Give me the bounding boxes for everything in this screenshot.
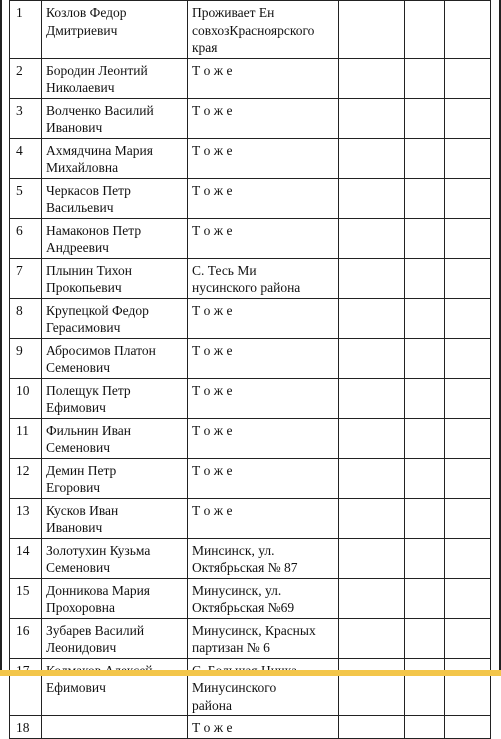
empty-cell xyxy=(445,658,491,716)
empty-cell xyxy=(445,298,491,338)
empty-cell xyxy=(445,138,491,178)
empty-cell xyxy=(445,498,491,538)
empty-cell xyxy=(445,418,491,458)
empty-cell xyxy=(339,58,405,98)
row-number-cell: 8 xyxy=(10,298,42,338)
address-cell: Т о ж е xyxy=(188,178,339,218)
empty-cell xyxy=(405,338,445,378)
empty-cell xyxy=(405,58,445,98)
table-row xyxy=(10,138,491,178)
empty-cell xyxy=(445,378,491,418)
empty-cell xyxy=(339,258,405,298)
person-name-cell: Ефимович xyxy=(42,658,188,716)
empty-cell xyxy=(445,578,491,618)
person-name-cell: Золотухин Кузьма Семенович xyxy=(42,538,188,578)
empty-cell xyxy=(339,1,405,59)
bottom-accent-bar xyxy=(0,670,501,676)
address-cell: Т о ж е xyxy=(188,58,339,98)
table-row xyxy=(10,498,491,538)
empty-cell xyxy=(445,58,491,98)
empty-cell xyxy=(405,138,445,178)
person-name-cell: Зубарев Василий Леонидович xyxy=(42,618,188,658)
table-row xyxy=(10,58,491,98)
person-name-cell: Черкасов Петр Васильевич xyxy=(42,178,188,218)
empty-cell xyxy=(405,418,445,458)
empty-cell xyxy=(339,658,405,716)
address-cell: Минусинск, Красных партизан № 6 xyxy=(188,618,339,658)
empty-cell xyxy=(445,1,491,59)
table-row xyxy=(10,458,491,498)
row-number-cell: 12 xyxy=(10,458,42,498)
empty-cell xyxy=(445,98,491,138)
table-row xyxy=(10,378,491,418)
table-row xyxy=(10,338,491,378)
table-row xyxy=(10,716,491,739)
empty-cell xyxy=(339,298,405,338)
empty-cell xyxy=(405,716,445,739)
table-row xyxy=(10,178,491,218)
empty-cell xyxy=(405,98,445,138)
person-name-cell: Плынин Тихон Прокопьевич xyxy=(42,258,188,298)
table-row xyxy=(10,98,491,138)
empty-cell xyxy=(339,218,405,258)
row-number-cell: 15 xyxy=(10,578,42,618)
empty-cell xyxy=(405,578,445,618)
person-name-cell xyxy=(42,716,188,739)
empty-cell xyxy=(405,618,445,658)
empty-cell xyxy=(405,218,445,258)
row-number-cell: 16 xyxy=(10,618,42,658)
people-table xyxy=(9,0,491,739)
empty-cell xyxy=(405,458,445,498)
table-row xyxy=(10,578,491,618)
row-number-cell: 2 xyxy=(10,58,42,98)
row-number-cell: 7 xyxy=(10,258,42,298)
empty-cell xyxy=(445,178,491,218)
empty-cell xyxy=(339,716,405,739)
empty-cell xyxy=(339,178,405,218)
address-cell: Т о ж е xyxy=(188,378,339,418)
row-number-cell: 11 xyxy=(10,418,42,458)
address-cell: Т о ж е xyxy=(188,458,339,498)
empty-cell xyxy=(339,498,405,538)
table-row xyxy=(10,218,491,258)
empty-cell xyxy=(445,618,491,658)
address-cell: Т о ж е xyxy=(188,298,339,338)
person-name-cell: Бородин Леонтий Николаевич xyxy=(42,58,188,98)
person-name-cell: Донникова Мария Прохоровна xyxy=(42,578,188,618)
empty-cell xyxy=(339,338,405,378)
address-cell: Минусинск, ул. Октябрьская №69 xyxy=(188,578,339,618)
address-cell: Проживает Ен совхозКрасноярского края xyxy=(188,1,339,59)
person-name-cell: Крупецкой Федор Герасимович xyxy=(42,298,188,338)
address-cell: Минусинского района xyxy=(188,658,339,716)
empty-cell xyxy=(445,218,491,258)
row-number-cell: 14 xyxy=(10,538,42,578)
row-number-cell: 3 xyxy=(10,98,42,138)
row-number-cell: 18 xyxy=(10,716,42,739)
address-cell: Т о ж е xyxy=(188,98,339,138)
person-name-cell: Фильнин Иван Семенович xyxy=(42,418,188,458)
address-cell: С. Тесь Ми нусинского района xyxy=(188,258,339,298)
table-row xyxy=(10,418,491,458)
empty-cell xyxy=(445,258,491,298)
empty-cell xyxy=(339,98,405,138)
page-left-border xyxy=(0,0,2,676)
empty-cell xyxy=(445,716,491,739)
person-name-cell: Ахмядчина Мария Михайловна xyxy=(42,138,188,178)
address-cell: Т о ж е xyxy=(188,498,339,538)
table-row xyxy=(10,618,491,658)
empty-cell xyxy=(445,538,491,578)
person-name-cell: Волченко Василий Иванович xyxy=(42,98,188,138)
empty-cell xyxy=(339,138,405,178)
document-page xyxy=(9,0,494,739)
person-name-cell: Козлов Федор Дмитриевич xyxy=(42,1,188,59)
empty-cell xyxy=(405,298,445,338)
row-number-cell: 9 xyxy=(10,338,42,378)
person-name-cell: Кусков Иван Иванович xyxy=(42,498,188,538)
empty-cell xyxy=(405,498,445,538)
empty-cell xyxy=(405,178,445,218)
empty-cell xyxy=(445,458,491,498)
table-row xyxy=(10,298,491,338)
empty-cell xyxy=(339,378,405,418)
row-number-cell: 4 xyxy=(10,138,42,178)
empty-cell xyxy=(405,258,445,298)
row-number-cell: 5 xyxy=(10,178,42,218)
empty-cell xyxy=(339,578,405,618)
address-cell: Т о ж е xyxy=(188,218,339,258)
empty-cell xyxy=(445,338,491,378)
person-name-cell: Намаконов Петр Андреевич xyxy=(42,218,188,258)
person-name-cell: Полещук Петр Ефимович xyxy=(42,378,188,418)
address-cell: Т о ж е xyxy=(188,716,339,739)
row-number-cell xyxy=(10,658,42,716)
empty-cell xyxy=(339,418,405,458)
person-name-cell: Абросимов Платон Семенович xyxy=(42,338,188,378)
empty-cell xyxy=(405,538,445,578)
empty-cell xyxy=(339,618,405,658)
empty-cell xyxy=(405,658,445,716)
row-number-cell: 10 xyxy=(10,378,42,418)
address-cell: Т о ж е xyxy=(188,338,339,378)
empty-cell xyxy=(339,458,405,498)
row-number-cell: 6 xyxy=(10,218,42,258)
empty-cell xyxy=(405,1,445,59)
person-name-cell: Демин Петр Егорович xyxy=(42,458,188,498)
table-row xyxy=(10,258,491,298)
row-number-cell: 13 xyxy=(10,498,42,538)
address-cell: Минсинск, ул. Октябрьская № 87 xyxy=(188,538,339,578)
row-number-cell: 1 xyxy=(10,1,42,59)
empty-cell xyxy=(339,538,405,578)
table-row xyxy=(10,658,491,716)
address-cell: Т о ж е xyxy=(188,418,339,458)
people-table-body xyxy=(10,1,491,739)
table-row xyxy=(10,538,491,578)
table-row xyxy=(10,1,491,59)
empty-cell xyxy=(405,378,445,418)
address-cell: Т о ж е xyxy=(188,138,339,178)
